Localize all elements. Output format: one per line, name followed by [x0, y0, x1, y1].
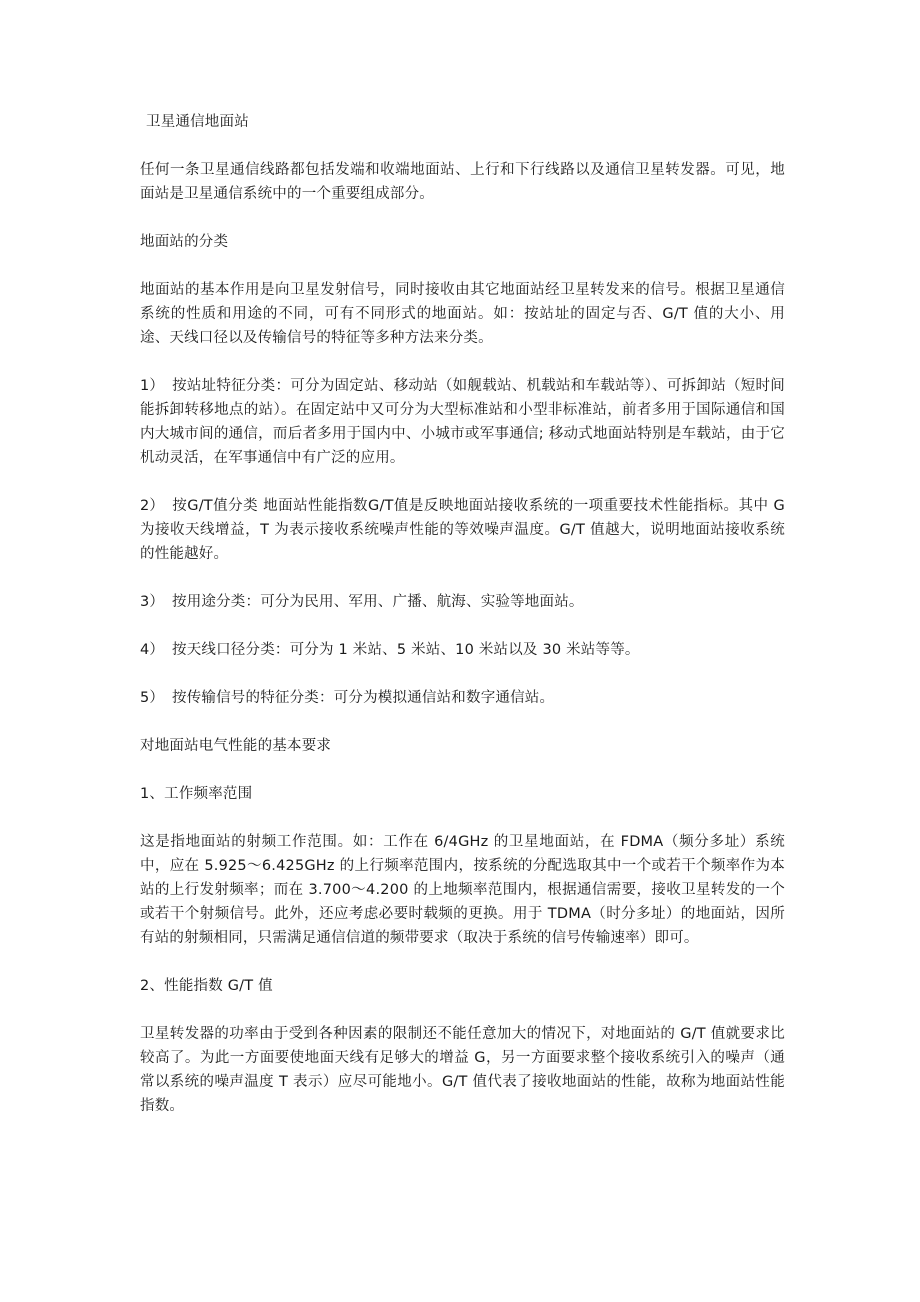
classification-item-2: [140, 494, 785, 566]
item-text: 按站址特征分类：可分为固定站、移动站（如舰载站、机载站和车载站等）、可拆卸站（短时间能拆卸转移地点的站）。在固定站中又可分为大型标准站和小型非标准站，前者多用于国际通信和国内大城市间的通信，而后者多用于国内中、小城市或军事通信; 移动式地面站特别是车载站，由于它机动灵活，在军事通信中有广泛的应用。: [140, 378, 785, 466]
classification-overview: 地面站的基本作用是向卫星发射信号，同时接收由其它地面站经卫星转发来的信号。根据卫星通信系统的性质和用途的不同，可有不同形式的地面站。如：按站址的固定与否、G/T 值的大小、用途、天线口径以及传输信号的特征等多种方法来分类。: [140, 282, 785, 346]
section-heading-frequency: 1、工作频率范围: [140, 786, 253, 802]
item-number: 3）: [140, 594, 165, 610]
classification-item-5: [140, 686, 785, 710]
intro-paragraph: 任何一条卫星通信线路都包括发端和收端地面站、上行和下行线路以及通信卫星转发器。可见，地面站是卫星通信系统中的一个重要组成部分。: [140, 162, 785, 202]
document-page: [140, 110, 785, 1142]
item-text: 按天线口径分类：可分为 1 米站、5 米站、10 米站以及 30 米站等等。: [172, 642, 640, 658]
section-body-gt: 卫星转发器的功率由于受到各种因素的限制还不能任意加大的情况下，对地面站的 G/T 值就要求比较高了。为此一方面要使地面天线有足够大的增益 G，另一方面要求整个接收系统引入的噪声（通常以系统的噪声温度 T 表示）应尽可能地小。G/T 值代表了接收地面站的性能，故称为地面站性能指数。: [140, 1026, 785, 1114]
classification-item-3: [140, 590, 785, 614]
item-text: 按G/T值分类 地面站性能指数G/T值是反映地面站接收系统的一项重要技术性能指标。其中 G 为接收天线增益，T 为表示接收系统噪声性能的等效噪声温度。G/T 值越大，说明地面站接收系统的性能越好。: [140, 498, 785, 562]
classification-item-4: [140, 638, 785, 662]
section-heading-gt: 2、性能指数 G/T 值: [140, 978, 273, 994]
item-text: 按用途分类：可分为民用、军用、广播、航海、实验等地面站。: [172, 594, 584, 610]
section-body-frequency: 这是指地面站的射频工作范围。如：工作在 6/4GHz 的卫星地面站，在 FDMA（频分多址）系统中，应在 5.925～6.425GHz 的上行频率范围内，按系统的分配选取其中一个或若干个频率作为本站的上行发射频率；而在 3.700～4.200 的上地频率范围内，根据通信需要，接收卫星转发的一个或若干个射频信号。此外，还应考虑必要时载频的更换。用于 TDMA（时分多址）的地面站，因所有站的射频相同，只需满足通信信道的频带要求（取决于系统的信号传输速率）即可。: [140, 834, 785, 946]
item-text: 按传输信号的特征分类：可分为模拟通信站和数字通信站。: [172, 690, 555, 706]
classification-heading: 地面站的分类: [140, 234, 229, 250]
item-number: 5）: [140, 690, 165, 706]
item-number: 1）: [140, 378, 165, 394]
item-number: 2）: [140, 498, 165, 514]
document-title: 卫星通信地面站: [146, 114, 249, 130]
classification-item-1: [140, 374, 785, 470]
item-number: 4）: [140, 642, 165, 658]
requirements-heading: 对地面站电气性能的基本要求: [140, 738, 332, 754]
